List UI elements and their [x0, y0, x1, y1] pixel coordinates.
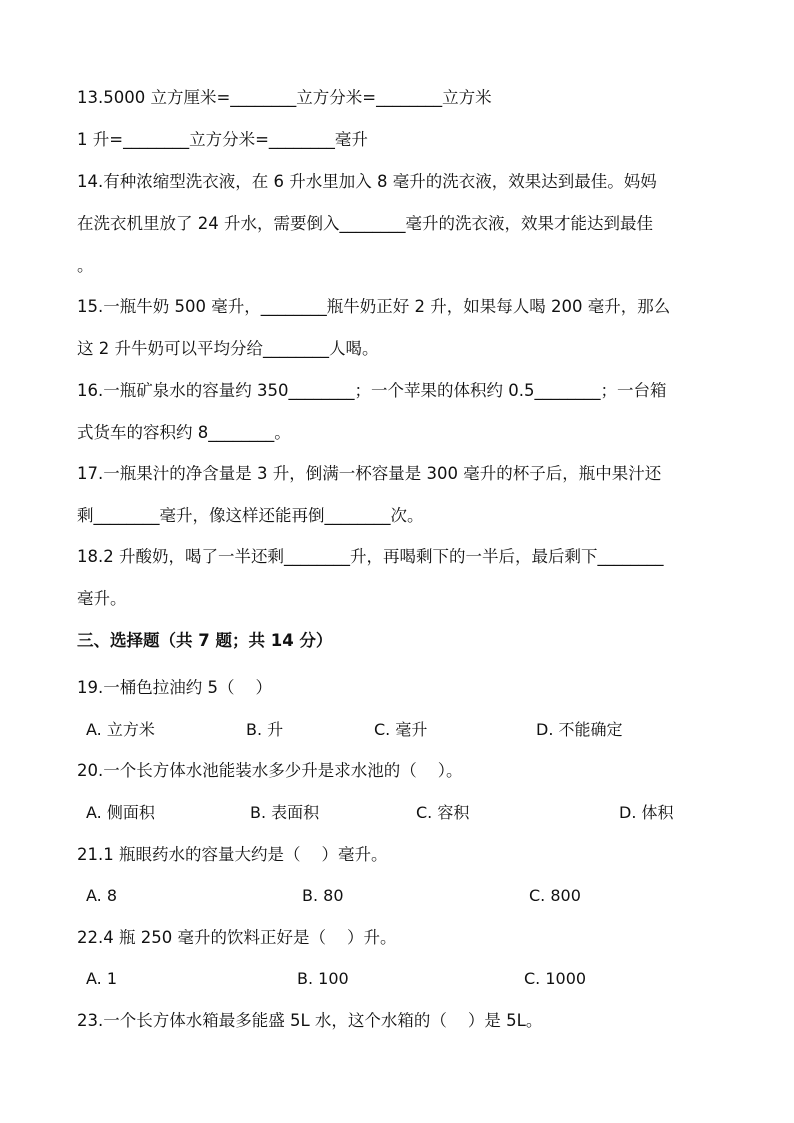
question-14-line-1: 14.有种浓缩型洗衣液，在 6 升水里加入 8 毫升的洗衣液，效果达到最佳。妈妈 [77, 172, 657, 191]
question-20-option-c: C. 容积 [416, 803, 470, 822]
question-21-option-b: B. 80 [302, 886, 344, 905]
question-22-stem: 22.4 瓶 250 毫升的饮料正好是（ ）升。 [77, 928, 397, 947]
question-22-option-b: B. 100 [297, 969, 349, 988]
question-21-option-c: C. 800 [529, 886, 581, 905]
question-19-stem: 19.一桶色拉油约 5（ ） [77, 678, 272, 697]
question-18-line-1: 18.2 升酸奶，喝了一半还剩________升，再喝剩下的一半后，最后剩下________ [77, 547, 664, 566]
question-20-option-b: B. 表面积 [250, 803, 320, 822]
question-14-line-2: 在洗衣机里放了 24 升水，需要倒入________毫升的洗衣液，效果才能达到最佳 [77, 214, 653, 233]
question-22-option-c: C. 1000 [524, 969, 587, 988]
question-22-option-a: A. 1 [86, 969, 118, 988]
question-16-line-2: 式货车的容积约 8________。 [77, 423, 291, 442]
question-14-line-3: 。 [77, 256, 94, 275]
section-3-heading: 三、选择题（共 7 题；共 14 分） [77, 631, 333, 650]
question-21-option-a: A. 8 [86, 886, 118, 905]
question-17-line-1: 17.一瓶果汁的净含量是 3 升，倒满一杯容量是 300 毫升的杯子后，瓶中果汁还 [77, 464, 662, 483]
question-13-line-2: 1 升=________立方分米=________毫升 [77, 130, 368, 149]
question-20-option-a: A. 侧面积 [86, 803, 155, 822]
question-17-line-2: 剩________毫升，像这样还能再倒________次。 [77, 506, 424, 525]
question-16-line-1: 16.一瓶矿泉水的容量约 350________；一个苹果的体积约 0.5________；一台箱 [77, 381, 667, 400]
question-15-line-2: 这 2 升牛奶可以平均分给________人喝。 [77, 339, 379, 358]
question-13-line-1: 13.5000 立方厘米=________立方分米=________立方米 [77, 88, 492, 107]
question-18-line-2: 毫升。 [77, 589, 127, 608]
question-20-stem: 20.一个长方体水池能装水多少升是求水池的（ ）。 [77, 761, 463, 780]
question-21-stem: 21.1 瓶眼药水的容量大约是（ ）毫升。 [77, 845, 388, 864]
question-23-stem: 23.一个长方体水箱最多能盛 5L 水，这个水箱的（ ）是 5L。 [77, 1011, 543, 1030]
question-15-line-1: 15.一瓶牛奶 500 毫升，________瓶牛奶正好 2 升，如果每人喝 200 毫升，那么 [77, 297, 671, 316]
question-19-option-a: A. 立方米 [86, 720, 155, 739]
question-20-option-d: D. 体积 [619, 803, 674, 822]
question-19-option-b: B. 升 [246, 720, 284, 739]
question-19-option-c: C. 毫升 [374, 720, 428, 739]
question-19-option-d: D. 不能确定 [536, 720, 623, 739]
